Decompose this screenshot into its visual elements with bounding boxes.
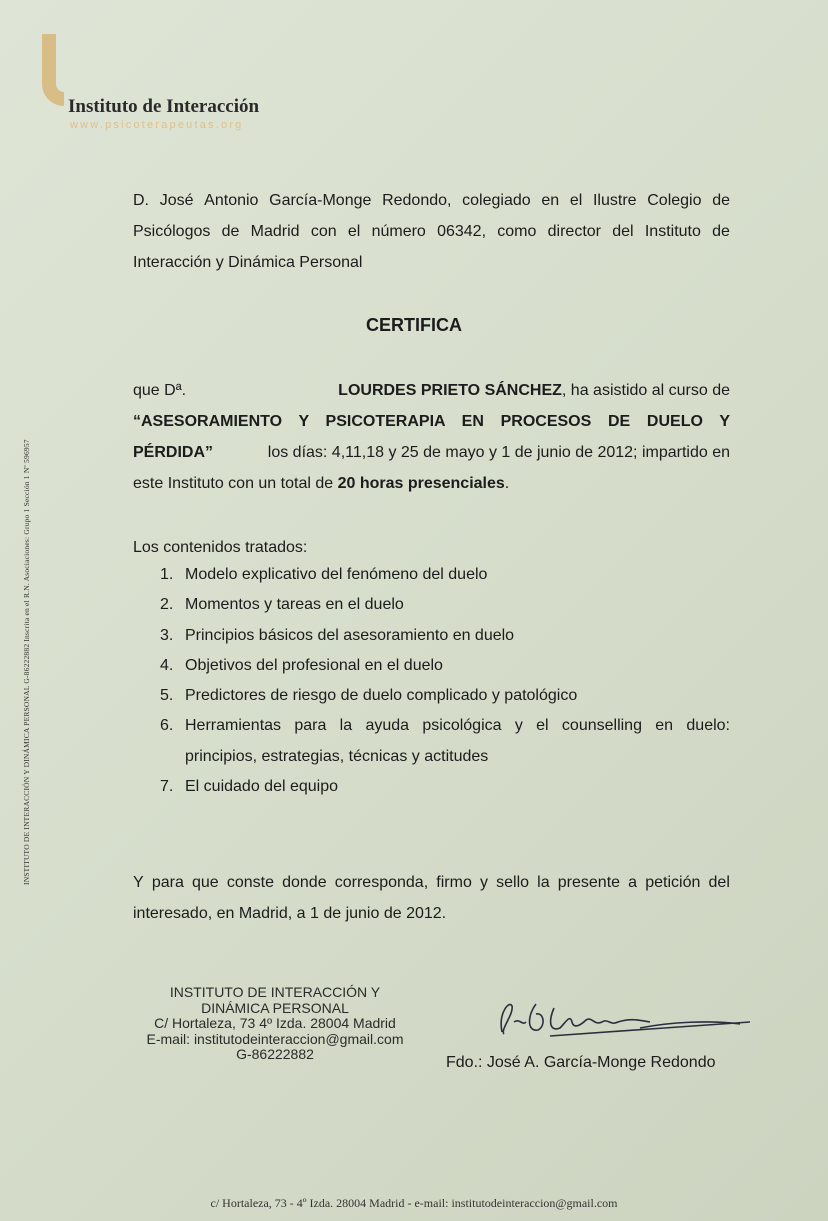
- list-item: [160, 681, 730, 711]
- footer-address: c/ Hortaleza, 73 - 4º Izda. 28004 Madrid - e-mail: institutodeinteraccion@gmail.com: [210, 1196, 618, 1210]
- stamp-line: G-86222882: [236, 1046, 314, 1062]
- list-item: [160, 711, 730, 741]
- side-registration-text: INSTITUTO DE INTERACCIÓN Y DINÁMICA PERSONAL G-86222882 Inscrita en el R.N. Asociaciones: Grupo 1 Sección 1 Nº 596957: [22, 439, 31, 885]
- list-item: [160, 560, 730, 590]
- signatory-name: Fdo.: José A. García-Monge Redondo: [446, 1054, 716, 1071]
- item-number: 4.: [160, 656, 174, 674]
- logo-mark: [42, 34, 64, 106]
- list-item: [160, 590, 730, 620]
- item-text: Herramientas para la ayuda psicológica y el counselling en duelo:: [185, 717, 730, 735]
- item-text: Modelo explicativo del fenómeno del duelo: [185, 566, 488, 583]
- intro-paragraph: [133, 185, 730, 278]
- logo-title: Instituto de Interacción: [68, 96, 260, 117]
- signature: [490, 992, 760, 1052]
- logo-url: www.psicoterapeutas.org: [70, 119, 244, 131]
- item-number: 7.: [160, 778, 174, 796]
- contents-intro: Los contenidos tratados:: [133, 539, 308, 556]
- stamp-line: E-mail: institutodeinteraccion@gmail.com: [146, 1030, 404, 1047]
- text: que Dª.: [133, 382, 187, 399]
- student-name: LOURDES PRIETO SÁNCHEZ: [338, 382, 562, 399]
- item-text: El cuidado del equipo: [185, 778, 339, 796]
- list-item: [160, 651, 730, 681]
- cert-line: [133, 468, 730, 499]
- intro-line: Interacción y Dinámica Personal: [133, 254, 363, 271]
- item-number: 5.: [160, 687, 174, 705]
- item-number: 6.: [160, 717, 174, 735]
- institute-stamp: [135, 985, 415, 1063]
- certifica-heading: CERTIFICA: [366, 315, 462, 335]
- item-text: Predictores de riesgo de duelo complicado y patológico: [185, 687, 578, 705]
- item-number: 3.: [160, 626, 174, 644]
- stamp-line: DINÁMICA PERSONAL: [201, 999, 349, 1016]
- list-item: [160, 772, 730, 802]
- text: este Instituto con un total de: [133, 475, 338, 492]
- closing-line: Y para que conste donde corresponda, firmo y sello la presente a petición del: [133, 874, 730, 891]
- item-text-continued: principios, estrategias, técnicas y actitudes: [185, 747, 489, 765]
- closing-paragraph: [133, 867, 730, 929]
- item-number: 2.: [160, 596, 174, 614]
- item-text: Principios básicos del asesoramiento en duelo: [185, 626, 515, 644]
- item-text: Momentos y tareas en el duelo: [185, 596, 404, 614]
- contents-list: [160, 560, 730, 802]
- hours: 20 horas presenciales: [337, 475, 505, 492]
- text: , ha asistido al curso de: [561, 382, 730, 399]
- closing-line: interesado, en Madrid, a 1 de junio de 2012.: [133, 905, 447, 922]
- certification-paragraph: [133, 375, 730, 499]
- course-title-end: PÉRDIDA”: [133, 444, 214, 461]
- text: .: [504, 475, 510, 492]
- item-text: Objetivos del profesional en el duelo: [185, 656, 443, 674]
- item-number: 1.: [160, 566, 174, 583]
- list-item: [160, 621, 730, 651]
- stamp-line: C/ Hortaleza, 73 4º Izda. 28004 Madrid: [154, 1015, 396, 1031]
- course-title: “ASESORAMIENTO Y PSICOTERAPIA EN PROCESOS DE DUELO Y: [133, 413, 730, 430]
- cert-line: [133, 437, 730, 468]
- cert-line: [133, 375, 730, 406]
- stamp-line: INSTITUTO DE INTERACCIÓN Y: [169, 984, 381, 1000]
- intro-line: D. José Antonio García-Monge Redondo, colegiado en el Ilustre Colegio de: [133, 192, 730, 209]
- intro-line: Psicólogos de Madrid con el número 06342, como director del Instituto de: [133, 223, 730, 240]
- cert-line: [133, 406, 730, 437]
- dates: los días: 4,11,18 y 25 de mayo y 1 de junio de 2012; impartido en: [267, 444, 730, 461]
